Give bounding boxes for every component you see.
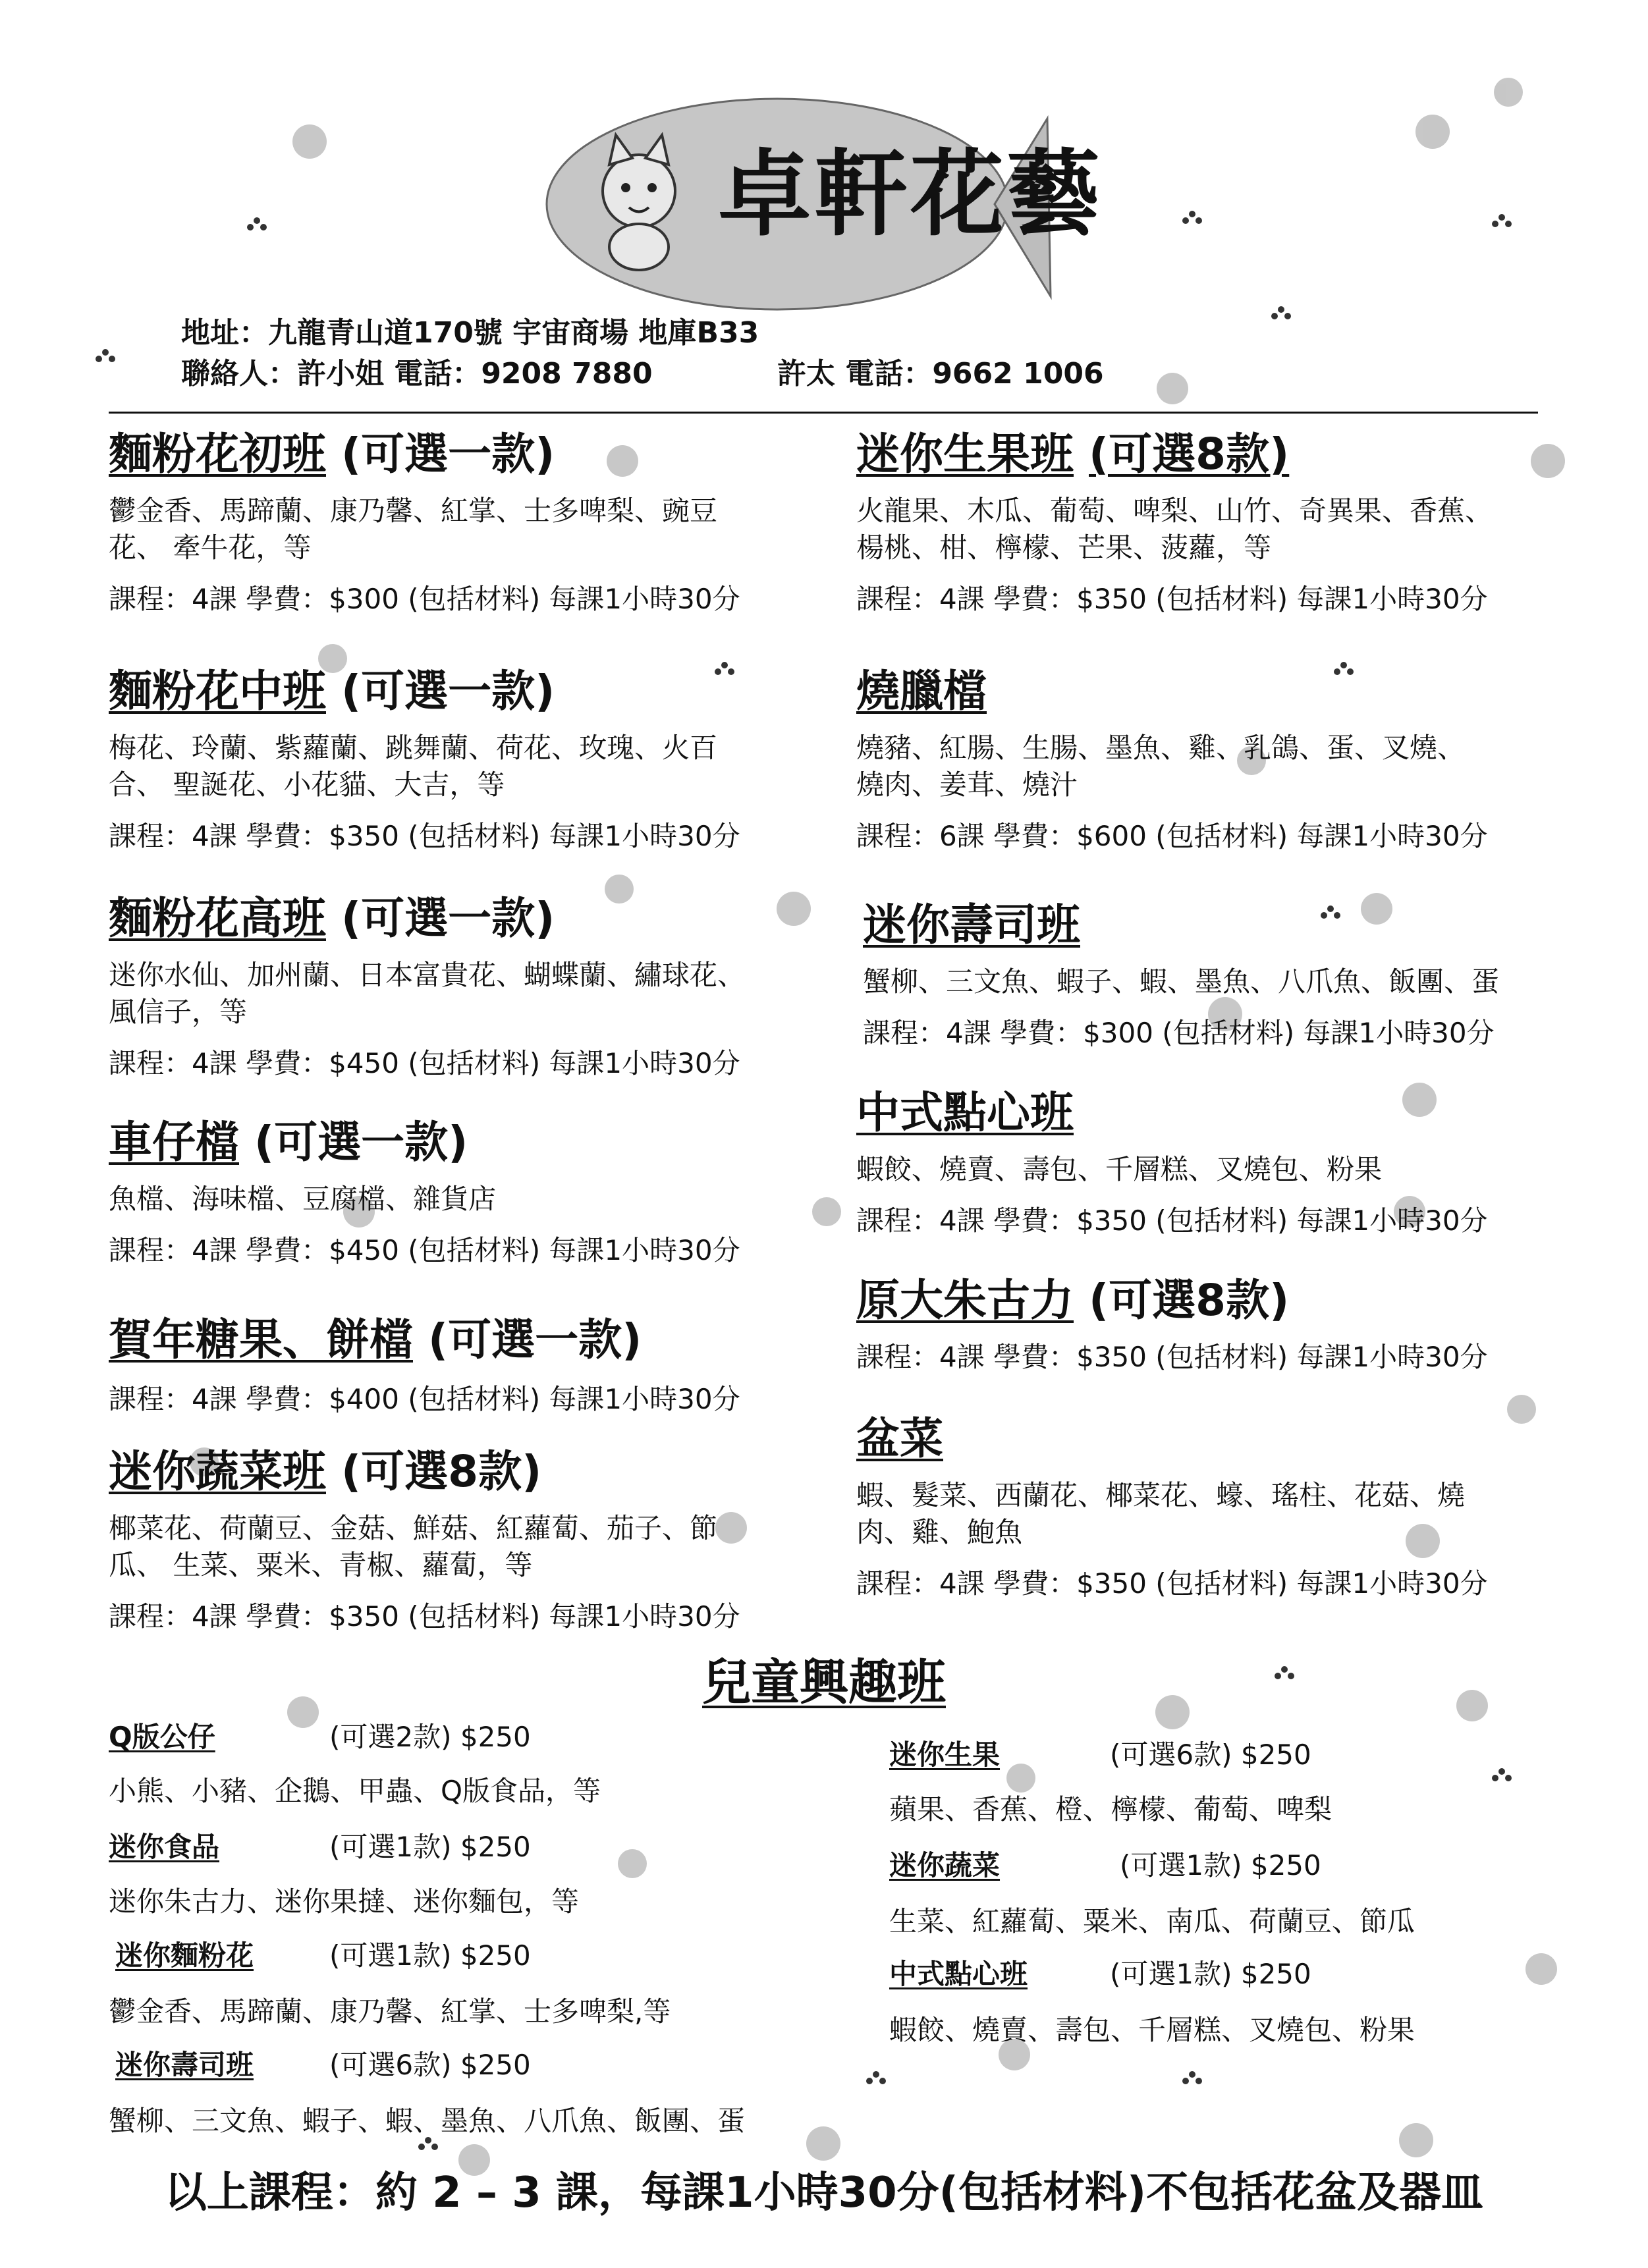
course-info: 課程：4課 學費：$400 (包括材料) 每課1小時30分 [109, 1383, 740, 1415]
course-option: (可選一款) [341, 893, 555, 944]
course-items-line: 迷你水仙、加州蘭、日本富貴花、蝴蝶蘭、繡球花、 [109, 959, 746, 991]
course-items-line: 瓜、 生菜、粟米、青椒、蘿蔔，等 [109, 1549, 533, 1581]
contact-person-1: 聯絡人：許小姐 電話：9208 7880 [181, 357, 653, 391]
kids-class-items: 蝦餃、燒賣、壽包、千層糕、叉燒包、粉果 [889, 2014, 1415, 2046]
course-option: (可選一款) [341, 429, 555, 479]
kids-class-option: (可選1款) $250 [329, 1831, 531, 1863]
course-title: 燒臘檔 [856, 666, 987, 716]
course-items-line: 梅花、玲蘭、紫蘿蘭、跳舞蘭、荷花、玫瑰、火百 [109, 732, 718, 764]
kids-class-items: 蟹柳、三文魚、蝦子、蝦、墨魚、八爪魚、飯團、蛋 [109, 2105, 746, 2137]
course-items-line: 燒肉、姜茸、燒汁 [856, 769, 1078, 801]
course-items-line: 合、 聖誕花、小花貓、大吉，等 [109, 769, 505, 801]
course-option: (可選一款) [427, 1314, 642, 1365]
kids-class-option: (可選6款) $250 [1110, 1739, 1311, 1771]
course-info: 課程：4課 學費：$300 (包括材料) 每課1小時30分 [863, 1017, 1495, 1049]
course-option: (可選8款) [1088, 429, 1290, 479]
course-option: (可選8款) [341, 1446, 542, 1497]
course-title: 原大朱古力 [856, 1275, 1074, 1326]
kids-class-items: 迷你朱古力、迷你果撻、迷你麵包，等 [109, 1885, 580, 1918]
course-title: 麵粉花高班 [109, 893, 326, 944]
kids-class-name: 中式點心班 [889, 1958, 1028, 1990]
kids-class-items: 小熊、小豬、企鵝、甲蟲、Q版食品，等 [109, 1775, 601, 1807]
kids-class-option: (可選1款) $250 [1110, 1958, 1311, 1990]
course-items-line: 魚檔、海味檔、豆腐檔、雜貨店 [109, 1183, 497, 1215]
course-block [856, 1087, 1488, 1239]
course-block [856, 665, 1488, 855]
kids-class-option: (可選1款) $250 [1120, 1849, 1321, 1881]
brand-name: 卓軒花藝 [718, 140, 1103, 249]
course-block [856, 1413, 1488, 1602]
header-divider [109, 412, 1538, 414]
course-block [856, 1274, 1488, 1376]
address: 地址：九龍青山道170號 宇宙商場 地庫B33 [181, 316, 759, 350]
course-title: 迷你生果班 [856, 429, 1074, 479]
course-info: 課程：4課 學費：$350 (包括材料) 每課1小時30分 [856, 1341, 1488, 1373]
kids-class-items: 蘋果、香蕉、橙、檸檬、葡萄、啤梨 [889, 1793, 1332, 1825]
course-info: 課程：4課 學費：$350 (包括材料) 每課1小時30分 [109, 820, 740, 852]
course-title: 迷你壽司班 [863, 900, 1080, 950]
course-info: 課程：4課 學費：$450 (包括材料) 每課1小時30分 [109, 1047, 740, 1079]
course-items-line: 風信子，等 [109, 996, 248, 1028]
kids-class-items: 鬱金香、馬蹄蘭、康乃馨、紅掌、士多啤梨,等 [109, 1995, 671, 2028]
course-items-line: 蝦、髮菜、西蘭花、椰菜花、蠔、瑤柱、花菇、燒 [856, 1479, 1466, 1511]
course-items-line: 肉、雞、鮑魚 [856, 1516, 1023, 1548]
course-title: 盆菜 [856, 1413, 943, 1464]
course-title: 迷你蔬菜班 [109, 1446, 326, 1497]
kids-class-option: (可選6款) $250 [329, 2049, 531, 2081]
course-block [109, 1445, 740, 1635]
course-block [109, 1314, 740, 1418]
course-info: 課程：4課 學費：$300 (包括材料) 每課1小時30分 [109, 583, 740, 615]
course-items-line: 火龍果、木瓜、葡萄、啤梨、山竹、奇異果、香蕉、 [856, 495, 1493, 527]
kids-class-items: 生菜、紅蘿蔔、粟米、南瓜、荷蘭豆、節瓜 [889, 1905, 1415, 1937]
footer-note: 以上課程：約 2 – 3 課，每課1小時30分(包括材料)不包括花盆及器皿 [164, 2169, 1484, 2217]
course-title: 麵粉花初班 [109, 429, 326, 479]
course-items-line: 蝦餃、燒賣、壽包、千層糕、叉燒包、粉果 [856, 1153, 1383, 1185]
course-option: (可選8款) [1088, 1275, 1290, 1326]
course-items-line: 蟹柳、三文魚、蝦子、蝦、墨魚、八爪魚、飯團、蛋 [863, 965, 1500, 998]
course-block [863, 899, 1499, 1052]
course-info: 課程：4課 學費：$350 (包括材料) 每課1小時30分 [856, 583, 1488, 615]
kids-class-option: (可選1款) $250 [329, 1939, 531, 1972]
course-block [109, 1116, 740, 1269]
course-items-line: 花、 牽牛花，等 [109, 531, 312, 564]
course-items-line: 椰菜花、荷蘭豆、金菇、鮮菇、紅蘿蔔、茄子、節 [109, 1512, 718, 1544]
course-info: 課程：4課 學費：$350 (包括材料) 每課1小時30分 [856, 1204, 1488, 1237]
course-option: (可選一款) [254, 1117, 468, 1168]
course-title: 賀年糖果、餅檔 [109, 1314, 413, 1365]
kids-class-name: 迷你食品 [109, 1831, 220, 1863]
course-block [109, 428, 740, 618]
cat-icon [603, 135, 675, 270]
course-info: 課程：6課 學費：$600 (包括材料) 每課1小時30分 [856, 820, 1488, 852]
course-block [109, 892, 745, 1082]
kids-class-name: 迷你壽司班 [115, 2049, 254, 2081]
kids-class-option: (可選2款) $250 [329, 1721, 531, 1753]
course-info: 課程：4課 學費：$450 (包括材料) 每課1小時30分 [109, 1234, 740, 1266]
contact-person-2: 許太 電話：9662 1006 [777, 357, 1104, 391]
course-block [109, 665, 740, 855]
course-title: 中式點心班 [856, 1087, 1074, 1138]
course-items-line: 燒豬、紅腸、生腸、墨魚、雞、乳鴿、蛋、叉燒、 [856, 732, 1466, 764]
kids-class-name: Q版公仔 [109, 1721, 215, 1753]
course-title: 車仔檔 [109, 1117, 239, 1168]
kids-class-name: 迷你蔬菜 [889, 1849, 1001, 1881]
kids-section-title: 兒童興趣班 [702, 1654, 946, 1711]
course-info: 課程：4課 學費：$350 (包括材料) 每課1小時30分 [109, 1600, 740, 1633]
kids-class-name: 迷你麵粉花 [115, 1939, 254, 1972]
course-block [856, 428, 1493, 618]
course-items-line: 楊桃、柑、檸檬、芒果、菠蘿，等 [856, 531, 1272, 564]
kids-class-name: 迷你生果 [889, 1739, 1001, 1771]
course-option: (可選一款) [341, 666, 555, 716]
course-info: 課程：4課 學費：$350 (包括材料) 每課1小時30分 [856, 1567, 1488, 1600]
course-items-line: 鬱金香、馬蹄蘭、康乃馨、紅掌、士多啤梨、豌豆 [109, 495, 718, 527]
course-title: 麵粉花中班 [109, 666, 326, 716]
